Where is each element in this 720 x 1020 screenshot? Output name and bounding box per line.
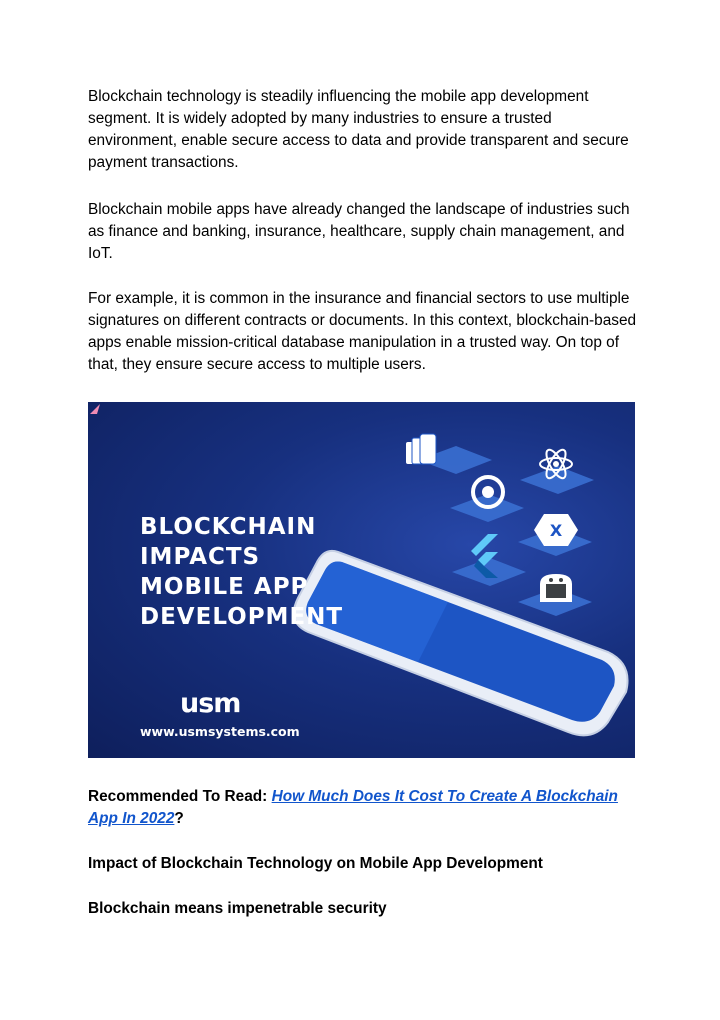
banner-website: www.usmsystems.com xyxy=(140,724,300,739)
blockchain-banner-image xyxy=(88,402,635,758)
tile-frameworks-icon xyxy=(406,434,492,474)
banner-title-line: MOBILE APP xyxy=(140,574,309,600)
tile-flutter-icon xyxy=(452,534,526,586)
tile-android-studio-icon xyxy=(518,574,592,616)
banner-title-line: IMPACTS xyxy=(140,544,261,570)
tile-ionic-icon xyxy=(450,477,524,522)
recommended-read xyxy=(88,786,648,830)
paragraph-intro: Blockchain technology is steadily influencing the mobile app development segment. It is widely adopted by many industries to ensure a trusted environment, enable secure access to data and provide transparent and secure payment transactions. xyxy=(88,88,629,171)
banner-title-line: DEVELOPMENT xyxy=(140,604,344,630)
section-heading: Impact of Blockchain Technology on Mobile App Development xyxy=(88,855,543,872)
tile-react-icon xyxy=(520,447,594,494)
banner-title xyxy=(140,512,343,632)
subsection-heading: Blockchain means impenetrable security xyxy=(88,900,387,917)
paragraph-industries: Blockchain mobile apps have already changed the landscape of industries such as finance and banking, insurance, healthcare, supply chain management, and IoT. xyxy=(88,201,630,262)
banner-title-line: BLOCKCHAIN xyxy=(140,514,317,540)
phone-illustration xyxy=(294,551,628,735)
recommended-link[interactable]: How Much Does It Cost To Create A Blockchain App In 2022 xyxy=(88,788,618,827)
paragraph-example: For example, it is common in the insurance and financial sectors to use multiple signatures on different contracts or documents. In this context, blockchain-based apps enable mission-critical database manipulation in a trusted way. On top of that, they ensure secure access to multiple users. xyxy=(88,290,637,373)
svg-text:X: X xyxy=(549,521,563,540)
tile-xamarin-icon xyxy=(518,514,592,556)
recommended-prefix: Recommended To Read: xyxy=(88,788,268,805)
logo-arrow-icon xyxy=(88,402,102,416)
recommended-suffix: ? xyxy=(174,810,184,827)
usm-logo: usm xyxy=(180,688,241,719)
